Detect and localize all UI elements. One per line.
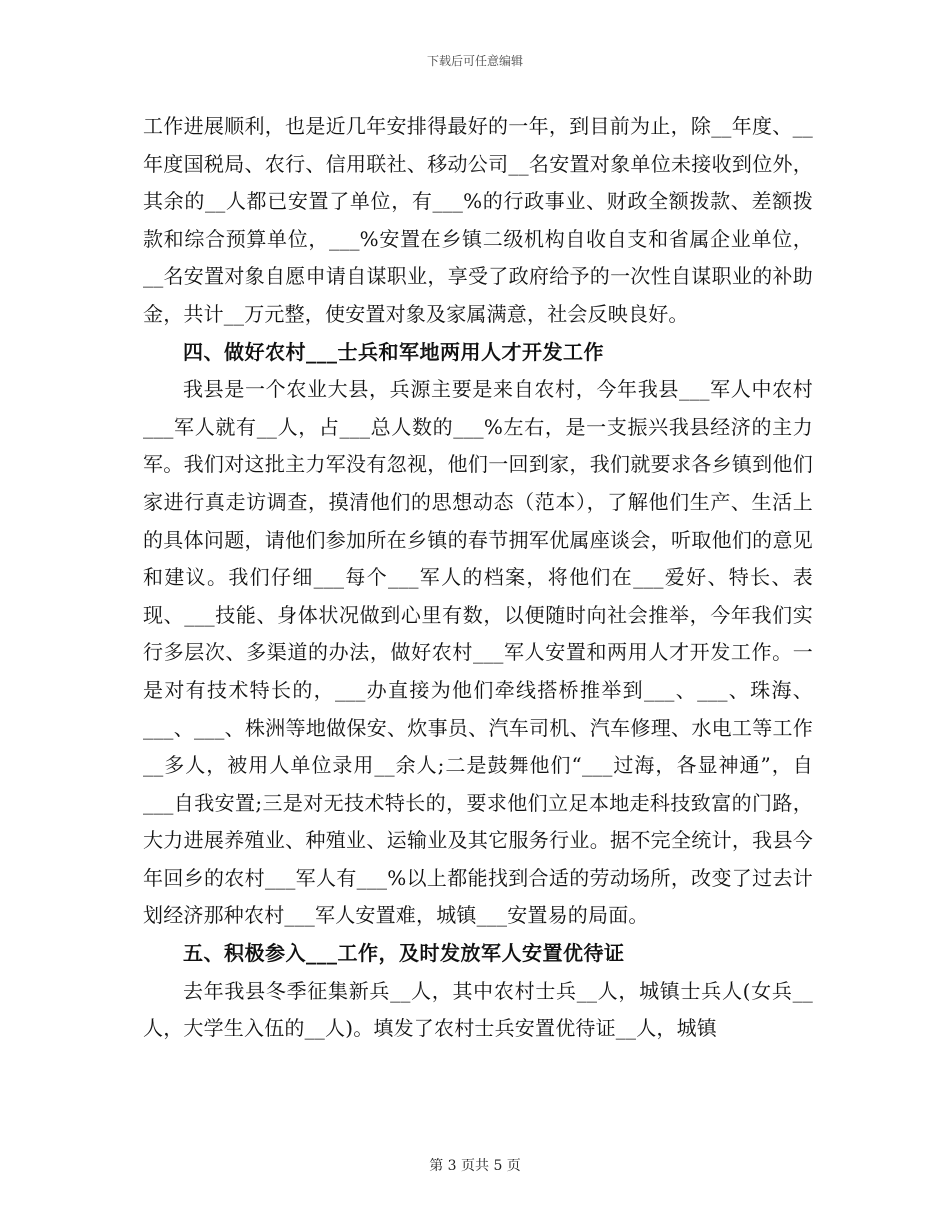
section-heading-5: 五、积极参入___工作，及时发放军人安置优待证 <box>183 941 625 966</box>
page-header: 下载后可任意编辑 <box>426 54 523 68</box>
section-heading-4: 四、做好农村___士兵和军地两用人才开发工作 <box>183 339 604 364</box>
page-footer: 第 3 页共 5 页 <box>429 1158 521 1174</box>
document-body <box>143 108 813 1048</box>
paragraph-section-5: 去年我县冬季征集新兵__人，其中农村士兵__人，城镇士兵人(女兵__人，大学生入伍的__人)。填发了农村士兵安置优待证__人，城镇 <box>143 978 813 1041</box>
paragraph-continued: 工作进展顺利，也是近几年安排得最好的一年，到目前为止，除__年度、__年度国税局、农行、信用联社、移动公司__名安置对象单位未接收到位外，其余的__人都已安置了单位，有___%的行政事业、财政全额拨款、差额拨款和综合预算单位，___%安置在乡镇二级机构自收自支和省属企业单位，__名安置对象自愿申请自谋职业，享受了政府给予的一次性自谋职业的补助金，共计__万元整，使安置对象及家属满意，社会反映良好。 <box>143 114 813 326</box>
paragraph-section-4: 我县是一个农业大县，兵源主要是来自农村，今年我县___军人中农村___军人就有__人，占___总人数的___%左右，是一支振兴我县经济的主力军。我们对这批主力军没有忽视，他们一回到家，我们就要求各乡镇到他们家进行真走访调查，摸清他们的思想动态（范本），了解他们生产、生活上的具体问题，请他们参加所在乡镇的春节拥军优属座谈会，听取他们的意见和建议。我们仔细___每个___军人的档案，将他们在___爱好、特长、表现、___技能、身体状况做到心里有数，以便随时向社会推举，今年我们实行多层次、多渠道的办法，做好农村___军人安置和两用人才开发工作。一是对有技术特长的，___办直接为他们牵线搭桥推举到___、___、珠海、___、___、株洲等地做保安、炊事员、汽车司机、汽车修理、水电工等工作__多人，被用人单位录用__余人;二是鼓舞他们“___过海，各显神通”，自___自我安置;三是对无技术特长的，要求他们立足本地走科技致富的门路，大力进展养殖业、种殖业、运输业及其它服务行业。据不完全统计，我县今年回乡的农村___军人有___%以上都能找到合适的劳动场所，改变了过去计划经济那种农村___军人安置难，城镇___安置易的局面。 <box>143 377 813 928</box>
